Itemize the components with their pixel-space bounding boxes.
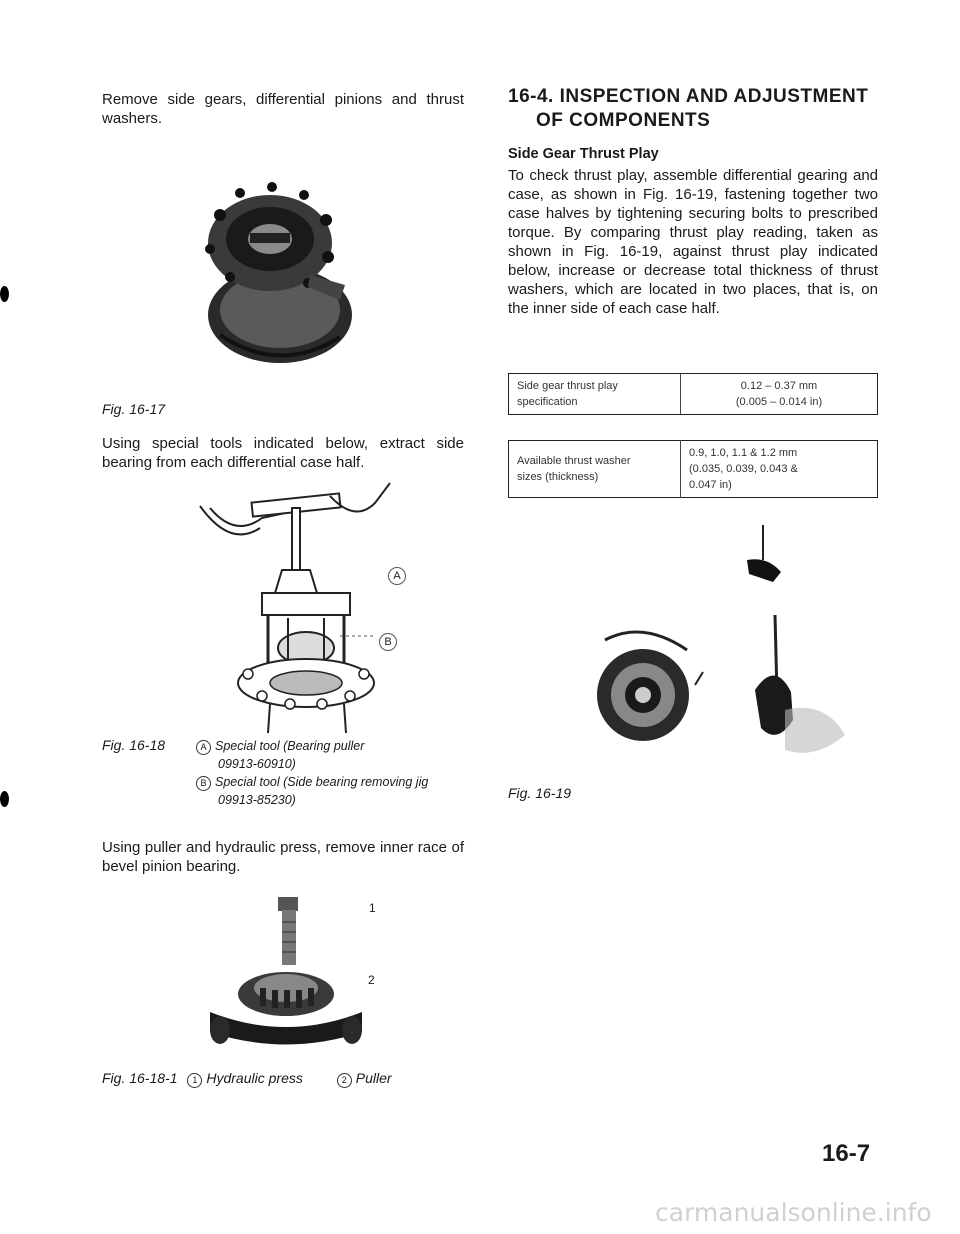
caption-line: Special tool (Bearing puller <box>215 739 365 753</box>
spec-label-cell <box>509 374 681 415</box>
callout-a: A <box>388 567 406 585</box>
callout-b: B <box>379 633 397 651</box>
washer-sizes-table <box>508 440 878 498</box>
fig-16-17-label: Fig. 16-17 <box>102 401 166 417</box>
callout-b-marker: B <box>196 776 211 791</box>
spec-value: (0.035, 0.039, 0.043 & <box>689 463 798 475</box>
spec-label: Available thrust washer <box>517 455 631 467</box>
extract-paragraph: Using special tools indicated below, extract side bearing from each differential case half. <box>102 435 464 471</box>
thrust-play-spec-table <box>508 373 878 415</box>
fig-16-19-illustration <box>595 520 875 780</box>
fig-16-18-illustration <box>190 478 430 736</box>
puller-label: Puller <box>355 1070 392 1086</box>
spec-value-cell <box>681 374 878 415</box>
binding-hole-mark <box>0 286 9 302</box>
fig-16-18-1-illustration <box>190 892 390 1052</box>
callout-1: 1 <box>369 901 376 915</box>
spec-value: 0.9, 1.0, 1.1 & 1.2 mm <box>689 447 798 459</box>
puller-paragraph: Using puller and hydraulic press, remove inner race of bevel pinion bearing. <box>102 839 464 875</box>
spec-label: Side gear thrust play <box>517 380 618 392</box>
fig-16-17-illustration <box>180 165 380 380</box>
fig-16-18-1-caption <box>102 1070 392 1088</box>
page-number: 16-7 <box>822 1140 871 1167</box>
watermark: carmanualsonline.info <box>655 1198 932 1227</box>
subsection-heading: Side Gear Thrust Play <box>508 146 659 162</box>
fig-16-18-1-label: Fig. 16-18-1 <box>102 1070 178 1086</box>
binding-hole-mark <box>0 791 9 807</box>
spec-value: (0.005 – 0.014 in) <box>735 396 823 408</box>
callout-a-marker: A <box>196 740 211 755</box>
spec-value-cell <box>681 441 878 498</box>
fig-16-18-label: Fig. 16-18 <box>102 737 166 753</box>
callout-2-marker: 2 <box>337 1073 352 1088</box>
callout-1-marker: 1 <box>187 1073 202 1088</box>
spec-value: 0.12 – 0.37 mm <box>740 380 818 392</box>
caption-line: Special tool (Side bearing removing jig <box>215 775 429 789</box>
section-heading: 16-4. INSPECTION AND ADJUSTMENT <box>508 86 869 107</box>
table-row <box>509 374 878 415</box>
table-row <box>509 441 878 498</box>
hydraulic-press-label: Hydraulic press <box>206 1070 303 1086</box>
thrust-play-paragraph: To check thrust play, assemble differential gearing and case, as shown in Fig. 16-19, fastening together two case halves by tightening securing bolts to prescribed torque. By comparing thrust play reading, taken as shown in Fig. 16-19, against thrust play indicated below, increase or decrease total thickness of thrust washers, which are located in two places, that is, on the inner side of each case half. <box>508 167 878 317</box>
fig-16-18-caption <box>196 737 428 809</box>
callout-2: 2 <box>368 973 375 987</box>
spec-value: 0.047 in) <box>689 479 732 491</box>
caption-line: 09913-60910) <box>218 757 296 771</box>
spec-label-cell <box>509 441 681 498</box>
fig-16-19-label: Fig. 16-19 <box>508 785 572 801</box>
caption-line: 09913-85230) <box>218 793 296 807</box>
section-heading-line2: OF COMPONENTS <box>536 110 711 131</box>
spec-label: specification <box>517 396 578 408</box>
spec-label: sizes (thickness) <box>517 471 599 483</box>
intro-paragraph: Remove side gears, differential pinions and thrust washers. <box>102 91 464 127</box>
